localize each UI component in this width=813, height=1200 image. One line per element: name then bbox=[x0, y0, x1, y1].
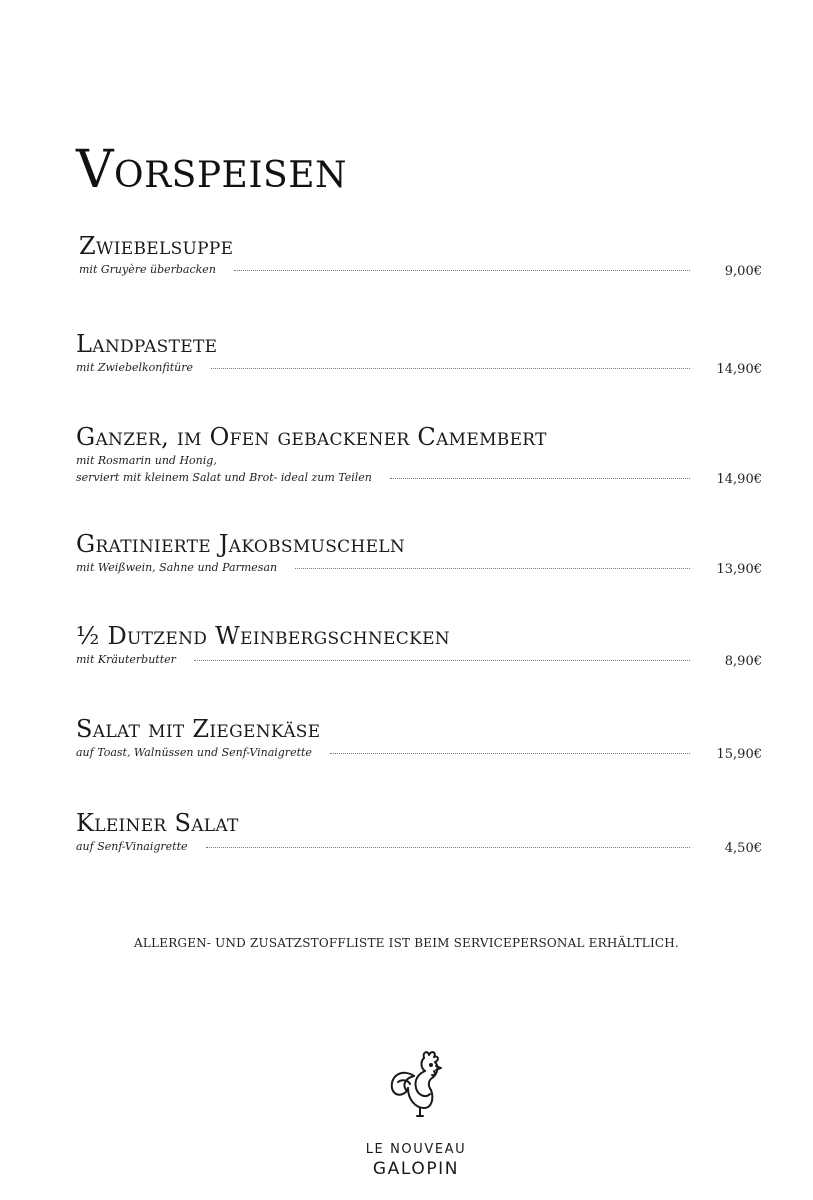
menu-item bbox=[76, 330, 762, 376]
menu-item-description bbox=[76, 359, 762, 376]
menu-item bbox=[76, 530, 762, 576]
menu-item-name: Ganzer, im Ofen gebackener Camembert bbox=[76, 423, 547, 451]
menu-item-name: Gratinierte Jakobsmuscheln bbox=[76, 530, 406, 558]
menu-item-description-line: mit Gruyère überbacken bbox=[79, 263, 216, 276]
menu-item bbox=[76, 809, 762, 855]
menu-item-name: Salat mit Ziegenkäse bbox=[76, 715, 321, 743]
menu-item-price: 15,90€ bbox=[716, 747, 762, 762]
menu-item-name: Landpastete bbox=[76, 330, 218, 358]
menu-item-description bbox=[76, 452, 762, 486]
menu-item bbox=[76, 232, 762, 278]
menu-item-price: 14,90€ bbox=[716, 472, 762, 487]
dotted-leader bbox=[295, 567, 690, 569]
menu-item-description-line: auf Toast, Walnüssen und Senf-Vinaigrette bbox=[76, 746, 312, 759]
dotted-leader bbox=[390, 477, 690, 479]
menu-item-description bbox=[76, 744, 762, 761]
menu-item-price: 14,90€ bbox=[716, 362, 762, 377]
menu-item-price: 9,00€ bbox=[724, 264, 762, 279]
menu-item-description-line: mit Rosmarin und Honig, bbox=[76, 454, 217, 467]
dotted-leader bbox=[194, 659, 690, 661]
menu-item-price: 4,50€ bbox=[724, 841, 762, 856]
menu-item bbox=[76, 622, 762, 668]
page-title: Vorspeisen bbox=[76, 140, 347, 200]
restaurant-logo bbox=[356, 1046, 476, 1180]
menu-item-description-line: mit Zwiebelkonfitüre bbox=[76, 361, 194, 374]
dotted-leader bbox=[206, 846, 690, 848]
dotted-leader bbox=[330, 752, 690, 754]
dotted-leader bbox=[211, 367, 690, 369]
dotted-leader bbox=[234, 269, 690, 271]
menu-item-description bbox=[76, 559, 762, 576]
menu-item-price: 8,90€ bbox=[724, 654, 762, 669]
menu-item-description-line: mit Kräuterbutter bbox=[76, 653, 176, 666]
menu-item-name: ½ Dutzend Weinbergschnecken bbox=[76, 622, 450, 650]
menu-item bbox=[76, 715, 762, 761]
logo-text-line2: GALOPIN bbox=[372, 1159, 460, 1179]
menu-item-name: Zwiebelsuppe bbox=[79, 232, 234, 260]
menu-item-price: 13,90€ bbox=[716, 562, 762, 577]
logo-text-line1: LE NOUVEAU bbox=[365, 1142, 467, 1157]
menu-item-description-line: mit Weißwein, Sahne und Parmesan bbox=[76, 561, 278, 574]
menu-item-description bbox=[76, 261, 762, 278]
menu-item-description bbox=[76, 838, 762, 855]
menu-item-description bbox=[76, 651, 762, 668]
menu-item-name: Kleiner Salat bbox=[76, 809, 239, 837]
menu-item-description-line: serviert mit kleinem Salat und Brot- ideal zum Teilen bbox=[76, 471, 372, 484]
menu-item bbox=[76, 423, 762, 486]
allergen-note: ALLERGEN- UND ZUSATZSTOFFLISTE IST BEIM SERVICEPERSONAL ERHÄLTLICH. bbox=[134, 936, 679, 950]
rooster-icon bbox=[356, 1046, 476, 1120]
menu-item-description-line: auf Senf-Vinaigrette bbox=[76, 840, 188, 853]
